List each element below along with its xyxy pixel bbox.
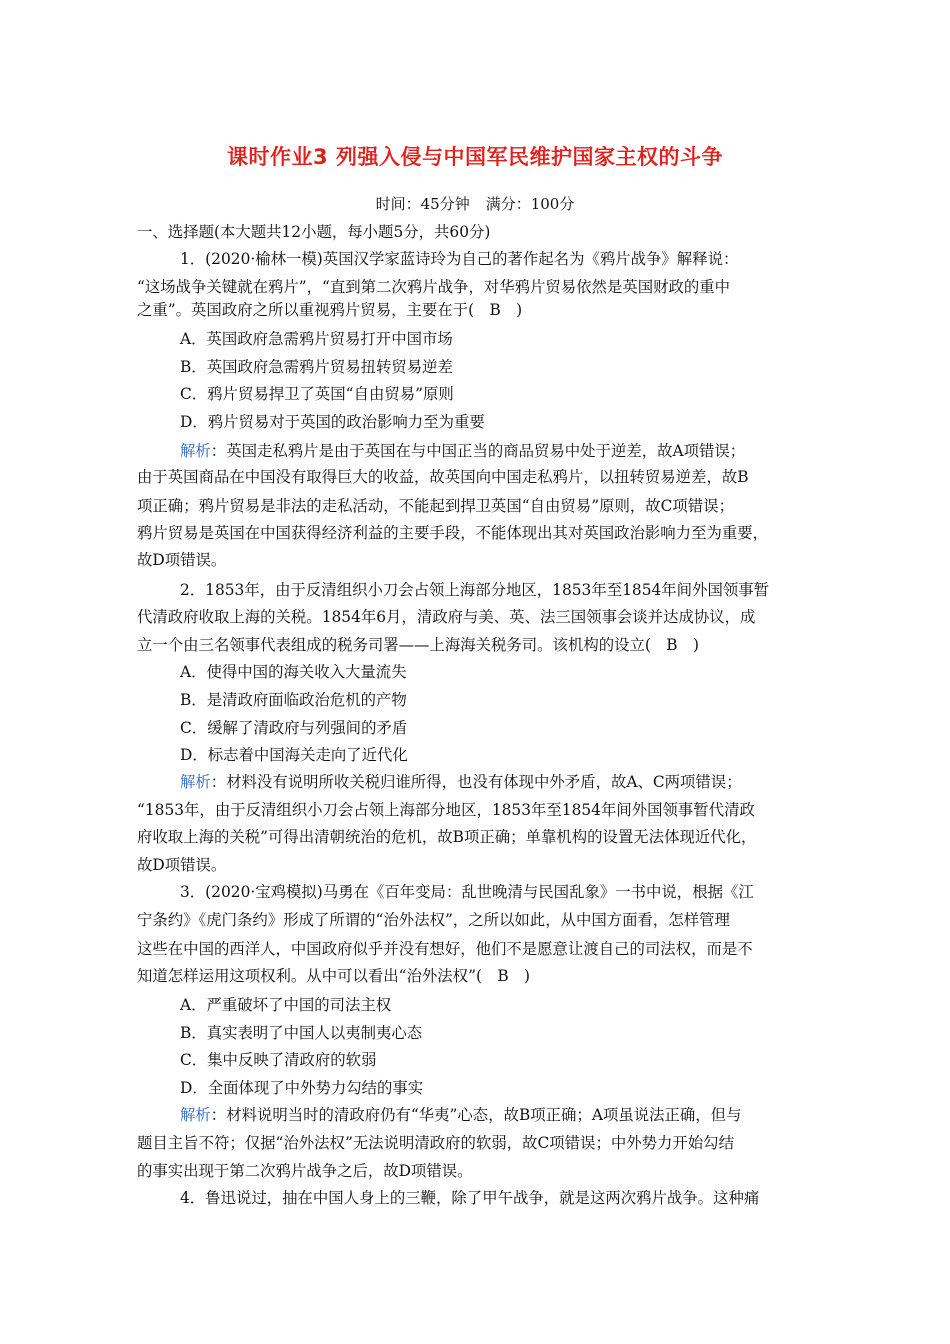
q1-stem-line: 之重”。英国政府之所以重视鸦片贸易，主要在于( B ) bbox=[137, 301, 523, 319]
analysis-label: 解析 bbox=[180, 442, 211, 460]
q4-stem-line: 4．鲁迅说过，抽在中国人身上的三鞭，除了甲午战争，就是这两次鸦片战争。这种痛 bbox=[180, 1189, 760, 1207]
q1-analysis-first-line bbox=[180, 437, 745, 465]
q2-option-b: B．是清政府面临政治危机的产物 bbox=[180, 691, 407, 709]
q1-option-c: C．鸦片贸易捍卫了英国“自由贸易”原则 bbox=[180, 385, 454, 403]
q3-option-b: B．真实表明了中国人以夷制夷心态 bbox=[180, 1024, 423, 1042]
q3-analysis-text: ：材料说明当时的清政府仍有“华夷”心态，故B项正确；A项虽说法正确，但与 bbox=[210, 1106, 742, 1124]
q3-option-a: A．严重破坏了中国的司法主权 bbox=[180, 996, 392, 1014]
full-score: 满分：100分 bbox=[485, 195, 575, 213]
q3-analysis-first-line bbox=[180, 1101, 741, 1129]
q2-stem-line: 代清政府收取上海的关税。1854年6月，清政府与美、英、法三国领事会谈并达成协议，成 bbox=[137, 608, 756, 626]
q2-stem-line: 2．1853年，由于反清组织小刀会占领上海部分地区，1853年至1854年间外国领事暂 bbox=[180, 581, 770, 599]
time-limit: 时间：45分钟 bbox=[375, 195, 470, 213]
q1-analysis-line: 故D项错误。 bbox=[137, 551, 227, 569]
q3-analysis-line: 的事实出现于第二次鸦片战争之后，故D项错误。 bbox=[137, 1162, 473, 1180]
q1-analysis-line: 项正确；鸦片贸易是非法的走私活动，不能起到捍卫英国“自由贸易”原则，故C项错误； bbox=[137, 497, 734, 515]
q3-stem-line: 这些在中国的西洋人，中国政府似乎并没有想好，他们不是愿意让渡自己的司法权，而是不 bbox=[137, 940, 753, 958]
q2-option-c: C．缓解了清政府与列强间的矛盾 bbox=[180, 719, 408, 737]
q2-option-d: D．标志着中国海关走向了近代化 bbox=[180, 746, 408, 764]
section-heading: 一、选择题(本大题共12小题，每小题5分，共60分) bbox=[137, 223, 491, 241]
exam-meta bbox=[0, 190, 950, 218]
q3-stem-line: 宁条约》《虎门条约》形成了所谓的“治外法权”，之所以如此，从中国方面看，怎样管理 bbox=[137, 911, 730, 929]
q3-stem-line: 3．(2020·宝鸡模拟)马勇在《百年变局：乱世晚清与民国乱象》一书中说，根据《江 bbox=[180, 883, 754, 901]
q2-option-a: A．使得中国的海关收入大量流失 bbox=[180, 663, 407, 681]
document-title: 课时作业3 列强入侵与中国军民维护国家主权的斗争 bbox=[227, 145, 723, 169]
q1-stem-line: 1．(2020·榆林一模)英国汉学家蓝诗玲为自己的著作起名为《鸦片战争》解释说： bbox=[180, 250, 739, 268]
q2-stem-line: 立一个由三名领事代表组成的税务司署——上海海关税务司。该机构的设立( B ) bbox=[137, 636, 699, 654]
analysis-label: 解析 bbox=[180, 1106, 211, 1124]
q1-analysis-line: 由于英国商品在中国没有取得巨大的收益，故英国向中国走私鸦片，以扭转贸易逆差，故B bbox=[137, 468, 749, 486]
q2-analysis-line: 故D项错误。 bbox=[137, 856, 227, 874]
q2-analysis-line: “1853年，由于反清组织小刀会占领上海部分地区，1853年至1854年间外国领事暂代清政 bbox=[137, 801, 755, 819]
q3-option-d: D．全面体现了中外势力勾结的事实 bbox=[180, 1079, 424, 1097]
q3-option-c: C．集中反映了清政府的软弱 bbox=[180, 1051, 377, 1069]
q1-option-a: A．英国政府急需鸦片贸易打开中国市场 bbox=[180, 330, 453, 348]
q3-analysis-line: 题目主旨不符；仅据“治外法权”无法说明清政府的软弱，故C项错误；中外势力开始勾结 bbox=[137, 1134, 734, 1152]
analysis-label: 解析 bbox=[180, 773, 211, 791]
q1-analysis-text: ：英国走私鸦片是由于英国在与中国正当的商品贸易中处于逆差，故A项错误； bbox=[210, 442, 746, 460]
q1-stem-line: “这场战争关键就在鸦片”，“直到第二次鸦片战争，对华鸦片贸易依然是英国财政的重中 bbox=[137, 278, 731, 296]
q1-option-d: D．鸦片贸易对于英国的政治影响力至为重要 bbox=[180, 413, 485, 431]
q3-stem-line: 知道怎样运用这项权利。从中可以看出“治外法权”( B ) bbox=[137, 967, 531, 985]
q2-analysis-line: 府收取上海的关税”可得出清朝统治的危机，故B项正确；单靠机构的设置无法体现近代化， bbox=[137, 828, 757, 846]
q2-analysis-first-line bbox=[180, 768, 742, 796]
q1-option-b: B．英国政府急需鸦片贸易扭转贸易逆差 bbox=[180, 358, 453, 376]
q1-analysis-line: 鸦片贸易是英国在中国获得经济利益的主要手段，不能体现出其对英国政治影响力至为重要， bbox=[137, 524, 769, 542]
q2-analysis-text: ：材料没有说明所收关税归谁所得，也没有体现中外矛盾，故A、C两项错误； bbox=[210, 773, 742, 791]
